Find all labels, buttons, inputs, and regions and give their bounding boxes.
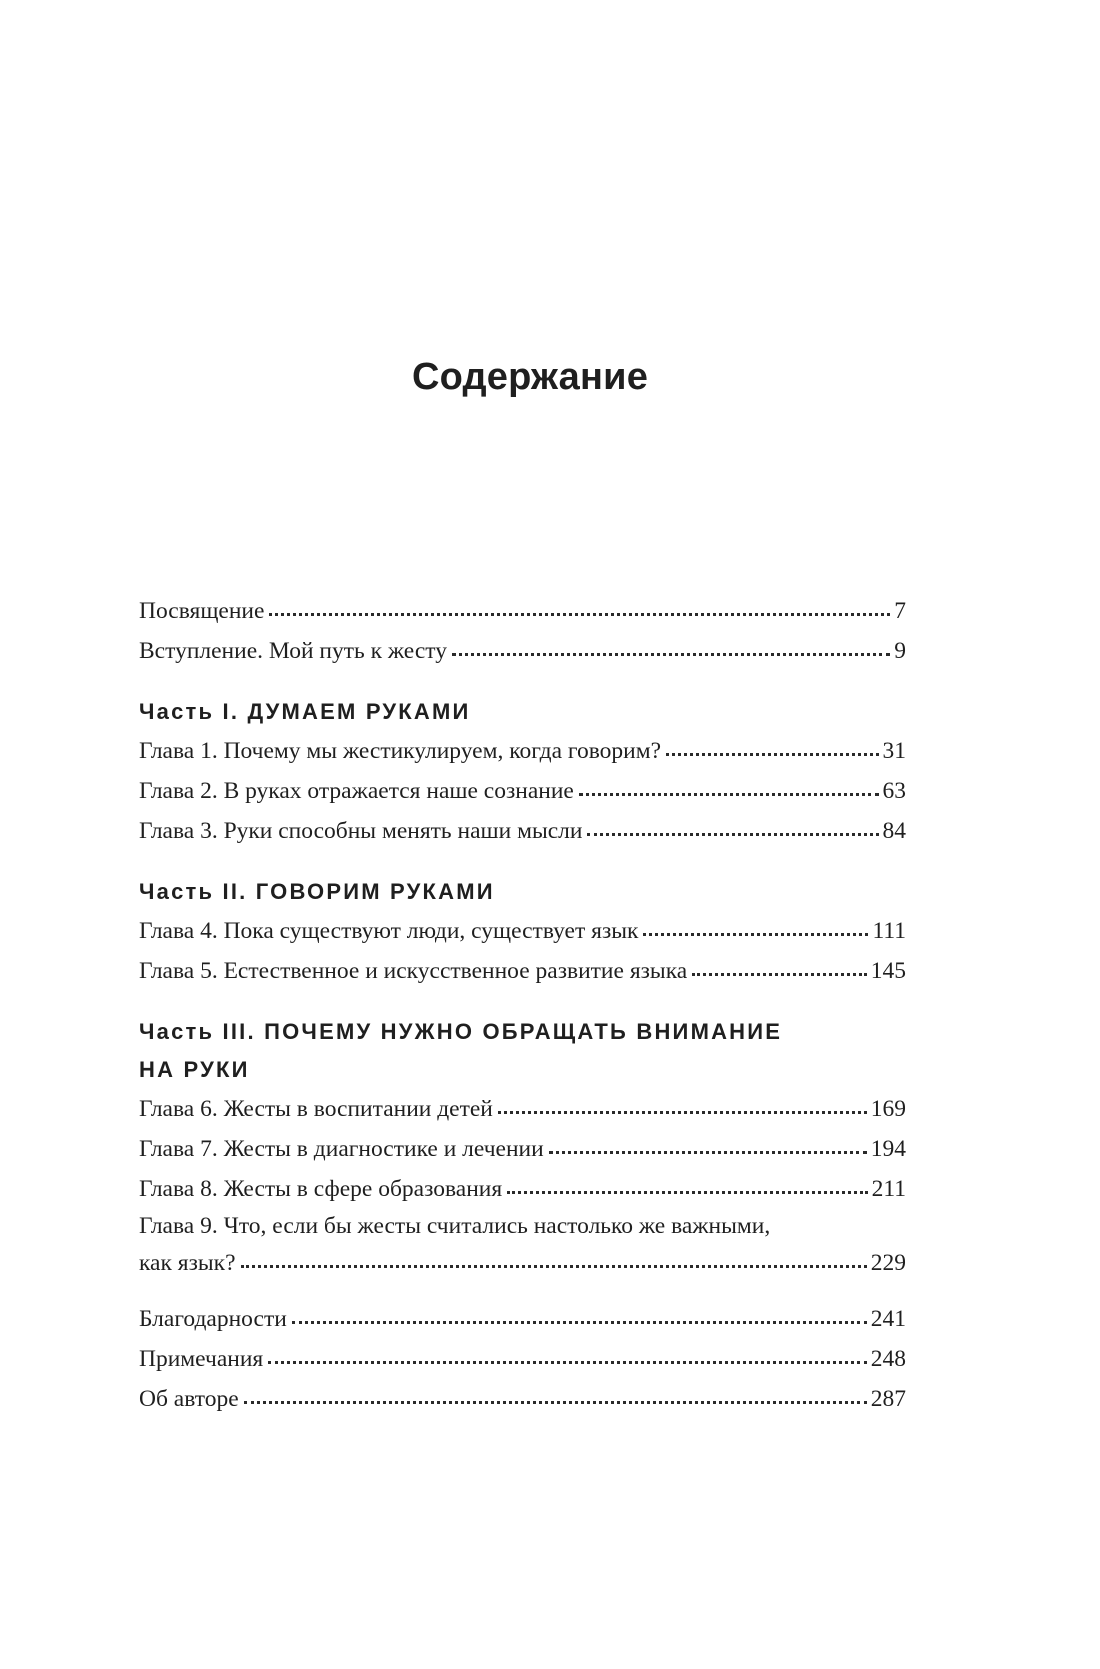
dot-leader bbox=[692, 973, 867, 976]
entry-label-line: Глава 9. Что, если бы жесты считались настолько же важными, bbox=[139, 1213, 771, 1239]
part-heading-1: Часть I. ДУМАЕМ РУКАМИ bbox=[139, 699, 471, 724]
part-heading-line: НА РУКИ bbox=[139, 1057, 250, 1082]
toc-entry-chapter-2[interactable] bbox=[139, 771, 906, 811]
entry-label: Об авторе bbox=[139, 1386, 239, 1412]
toc-entry-chapter-6[interactable] bbox=[139, 1089, 906, 1129]
part-heading-line: Часть III. ПОЧЕМУ НУЖНО ОБРАЩАТЬ ВНИМАНИЕ bbox=[139, 1019, 783, 1044]
entry-page-number: 169 bbox=[870, 1096, 906, 1122]
entry-label-line: как язык? bbox=[139, 1250, 236, 1276]
entry-page-number: 241 bbox=[870, 1306, 906, 1332]
entry-page-number: 145 bbox=[870, 958, 906, 984]
dot-leader bbox=[587, 833, 878, 836]
dot-leader bbox=[643, 933, 868, 936]
entry-label: Глава 1. Почему мы жестикулируем, когда говорим? bbox=[139, 738, 662, 764]
dot-leader bbox=[292, 1321, 867, 1324]
entry-page-number: 111 bbox=[872, 918, 906, 944]
toc-entry-dedication[interactable] bbox=[139, 591, 906, 631]
entry-label: Глава 2. В руках отражается наше сознание bbox=[139, 778, 574, 804]
toc-entry-introduction[interactable] bbox=[139, 631, 906, 671]
dot-leader bbox=[269, 613, 890, 616]
entry-label: Примечания bbox=[139, 1346, 264, 1372]
entry-page-number: 229 bbox=[870, 1250, 906, 1276]
entry-label: Глава 7. Жесты в диагностике и лечении bbox=[139, 1136, 544, 1162]
dot-leader bbox=[579, 793, 879, 796]
entry-label: Вступление. Мой путь к жесту bbox=[139, 638, 447, 664]
dot-leader bbox=[452, 653, 890, 656]
toc-entry-chapter-5[interactable] bbox=[139, 951, 906, 991]
part-heading-3 bbox=[139, 1013, 906, 1089]
toc-entry-chapter-4[interactable] bbox=[139, 911, 906, 951]
page-title: Содержание bbox=[411, 356, 649, 398]
part-heading-2: Часть II. ГОВОРИМ РУКАМИ bbox=[139, 879, 495, 904]
entry-page-number: 194 bbox=[870, 1136, 906, 1162]
entry-page-number: 9 bbox=[894, 638, 906, 664]
entry-label: Глава 6. Жесты в воспитании детей bbox=[139, 1096, 493, 1122]
toc-entry-chapter-1[interactable] bbox=[139, 731, 906, 771]
entry-page-number: 63 bbox=[882, 778, 906, 804]
entry-label: Благодарности bbox=[139, 1306, 287, 1332]
dot-leader bbox=[241, 1265, 867, 1268]
dot-leader bbox=[507, 1191, 867, 1194]
entry-label: Посвящение bbox=[139, 598, 265, 624]
toc-entry-about-author[interactable] bbox=[139, 1379, 906, 1419]
entry-label: Глава 8. Жесты в сфере образования bbox=[139, 1176, 503, 1202]
dot-leader bbox=[549, 1151, 867, 1154]
entry-label: Глава 5. Естественное и искусственное развитие языка bbox=[139, 958, 688, 984]
toc-entry-notes[interactable] bbox=[139, 1339, 906, 1379]
entry-label: Глава 4. Пока существуют люди, существует язык bbox=[139, 918, 639, 944]
entry-label: Глава 3. Руки способны менять наши мысли bbox=[139, 818, 583, 844]
toc-entry-chapter-7[interactable] bbox=[139, 1129, 906, 1169]
toc-entry-chapter-3[interactable] bbox=[139, 811, 906, 851]
toc-entry-chapter-8[interactable] bbox=[139, 1169, 906, 1209]
entry-page-number: 31 bbox=[882, 738, 906, 764]
entry-page-number: 84 bbox=[882, 818, 906, 844]
dot-leader bbox=[498, 1111, 867, 1114]
dot-leader bbox=[666, 753, 878, 756]
entry-page-number: 7 bbox=[894, 598, 906, 624]
entry-page-number: 211 bbox=[871, 1176, 906, 1202]
dot-leader bbox=[244, 1401, 867, 1404]
dot-leader bbox=[268, 1361, 867, 1364]
entry-page-number: 287 bbox=[870, 1386, 906, 1412]
toc-entry-acknowledgements[interactable] bbox=[139, 1299, 906, 1339]
entry-page-number: 248 bbox=[870, 1346, 906, 1372]
table-of-contents bbox=[139, 591, 906, 1419]
toc-entry-chapter-9[interactable] bbox=[139, 1209, 906, 1283]
